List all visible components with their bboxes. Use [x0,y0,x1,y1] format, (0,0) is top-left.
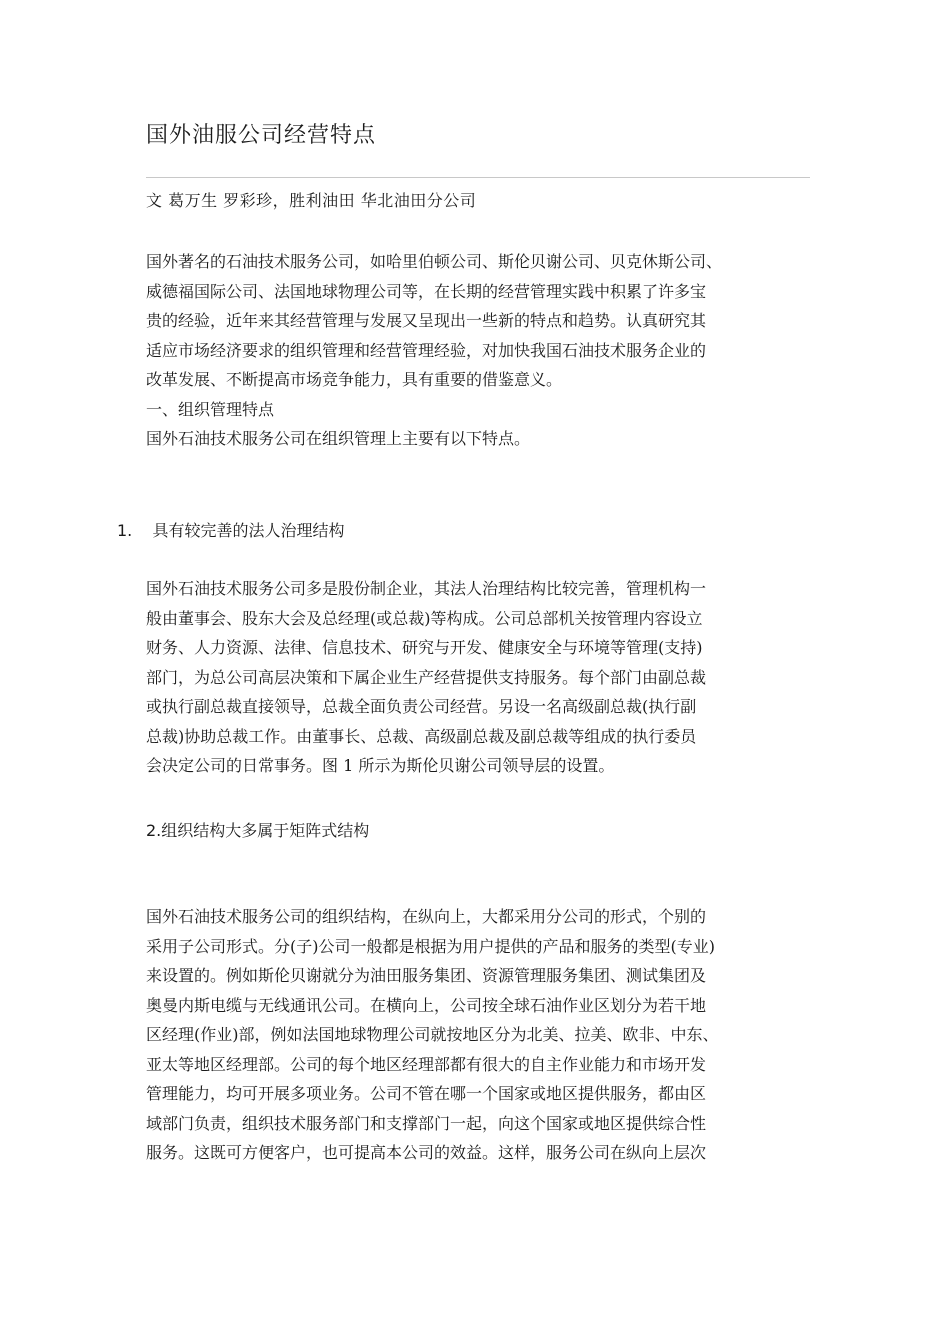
text-line: 部门，为总公司高层决策和下属企业生产经营提供支持服务。每个部门由副总裁 [146,667,707,687]
section1-heading [117,518,344,541]
text-line: 国外著名的石油技术服务公司，如哈里伯顿公司、斯伦贝谢公司、贝克休斯公司、 [146,252,723,271]
text-line: 或执行副总裁直接领导，总裁全面负责公司经营。另设一名高级副总裁(执行副 [146,697,697,716]
text-line: 区经理(作业)部，例如法国地球物理公司就按地区分为北美、拉美、欧非、中东、 [146,1025,719,1044]
text-line: 国外石油技术服务公司多是股份制企业，其法人治理结构比较完善，管理机构一 [146,579,707,598]
text-line: 域部门负责，组织技术服务部门和支撑部门一起，向这个国家或地区提供综合性 [146,1113,707,1133]
section2-paragraph [146,902,814,1168]
text-line: 会决定公司的日常事务。图 1 所示为斯伦贝谢公司领导层的设置。 [146,756,615,775]
text-line: 般由董事会、股东大会及总经理(或总裁)等构成。公司总部机关按管理内容设立 [146,608,703,628]
intro-paragraph [146,247,814,454]
section2-title: 组织结构大多属于矩阵式结构 [161,821,370,840]
author-byline: 文 葛万生 罗彩珍，胜利油田 华北油田分公司 [146,191,477,210]
text-line: 服务。这既可方便客户，也可提高本公司的效益。这样，服务公司在纵向上层次 [146,1143,707,1162]
document-title: 国外油服公司经营特点 [146,123,377,148]
text-line: 管理能力，均可开展多项业务。公司不管在哪一个国家或地区提供服务，都由区 [146,1084,707,1103]
section-heading-organization: 一、组织管理特点 [146,399,275,419]
text-line: 改革发展、不断提高市场竞争能力，具有重要的借鉴意义。 [146,370,563,389]
text-line: 国外石油技术服务公司在组织管理上主要有以下特点。 [146,429,531,448]
text-line: 威德福国际公司、法国地球物理公司等，在长期的经营管理实践中积累了许多宝 [146,281,707,301]
section2-heading [146,818,369,841]
section1-title: 具有较完善的法人治理结构 [152,521,345,540]
section1-paragraph [146,574,814,781]
section1-number: 1. [117,521,133,540]
text-line: 财务、人力资源、法律、信息技术、研究与开发、健康安全与环境等管理(支持) [146,638,703,657]
text-line: 适应市场经济要求的组织管理和经营管理经验，对加快我国石油技术服务企业的 [146,340,707,360]
text-line: 奥曼内斯电缆与无线通讯公司。在横向上，公司按全球石油作业区划分为若干地 [146,995,707,1015]
section2-number: 2. [146,821,162,840]
title-divider [146,177,810,178]
text-line: 国外石油技术服务公司的组织结构，在纵向上，大都采用分公司的形式，个别的 [146,907,707,926]
text-line: 亚太等地区经理部。公司的每个地区经理部都有很大的自主作业能力和市场开发 [146,1054,707,1074]
text-line: 贵的经验，近年来其经营管理与发展又呈现出一些新的特点和趋势。认真研究其 [146,311,707,330]
text-line: 总裁)协助总裁工作。由董事长、总裁、高级副总裁及副总裁等组成的执行委员 [146,726,697,746]
text-line: 采用子公司形式。分(子)公司一般都是根据为用户提供的产品和服务的类型(专业) [146,936,715,956]
text-line: 来设置的。例如斯伦贝谢就分为油田服务集团、资源管理服务集团、测试集团及 [146,966,707,985]
